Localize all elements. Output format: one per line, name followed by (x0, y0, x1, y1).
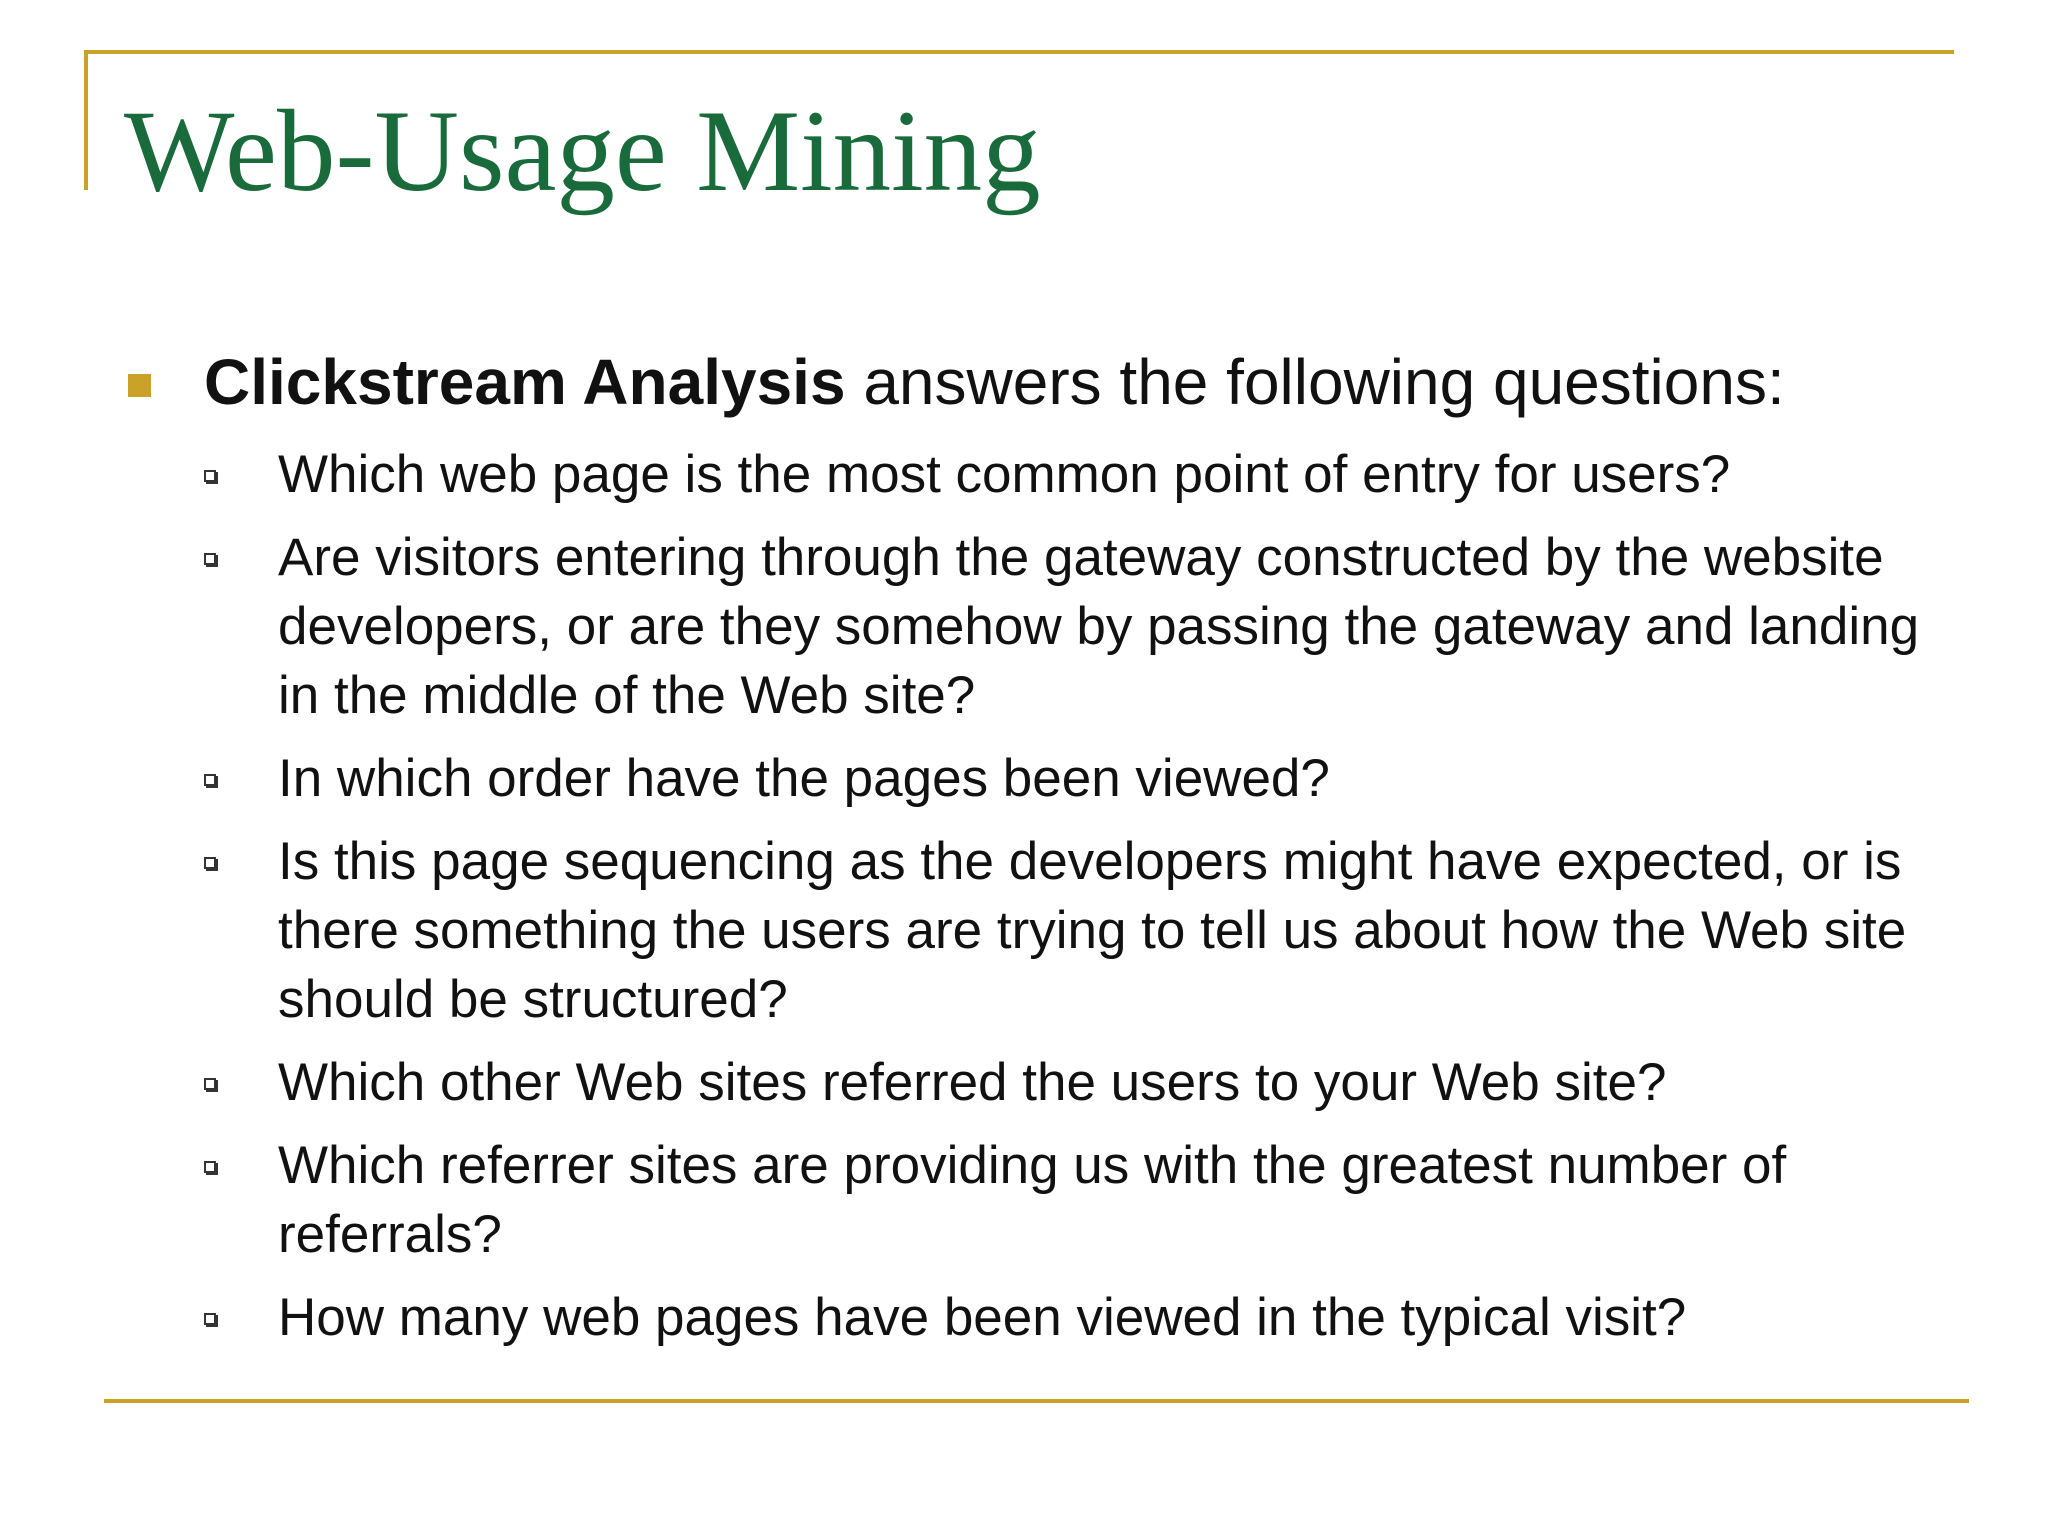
slide-body (124, 338, 1954, 1352)
question-text: Which other Web sites referred the users to your Web site? (278, 1053, 1667, 1112)
hollow-square-bullet-icon (204, 1078, 216, 1090)
list-item (124, 1283, 1944, 1352)
list-item (124, 1131, 1944, 1269)
slide-title: Web-Usage Mining (124, 87, 1041, 216)
hollow-square-bullet-icon (204, 470, 216, 482)
question-text: Is this page sequencing as the developers might have expected, or is there something the users are trying to tell us about how the Web site should be structured? (278, 832, 1907, 1029)
hollow-square-bullet-icon (204, 1161, 216, 1173)
main-point-text: answers the following questions: (845, 346, 1785, 418)
hollow-square-bullet-icon (204, 857, 216, 869)
question-text: Which referrer sites are providing us with the greatest number of referrals? (278, 1136, 1787, 1264)
question-list (124, 440, 1954, 1352)
list-item (124, 440, 1944, 509)
question-text: Which web page is the most common point of entry for users? (278, 445, 1731, 504)
frame-bottom-rule (104, 1399, 1969, 1403)
list-item (124, 827, 1944, 1034)
list-item (124, 744, 1944, 813)
frame-left-rule (84, 50, 88, 190)
list-item (124, 1048, 1944, 1117)
main-bullet-point (124, 338, 1954, 426)
question-text: How many web pages have been viewed in the typical visit? (278, 1288, 1687, 1347)
question-text: In which order have the pages been viewed? (278, 749, 1330, 808)
question-text: Are visitors entering through the gateway constructed by the website developers, or are they somehow by passing the gateway and landing in the middle of the Web site? (278, 528, 1920, 725)
frame-top-rule (84, 50, 1954, 54)
main-point-bold: Clickstream Analysis (204, 346, 846, 418)
hollow-square-bullet-icon (204, 774, 216, 786)
list-item (124, 523, 1944, 730)
square-bullet-icon (128, 374, 151, 397)
hollow-square-bullet-icon (204, 553, 216, 565)
hollow-square-bullet-icon (204, 1313, 216, 1325)
